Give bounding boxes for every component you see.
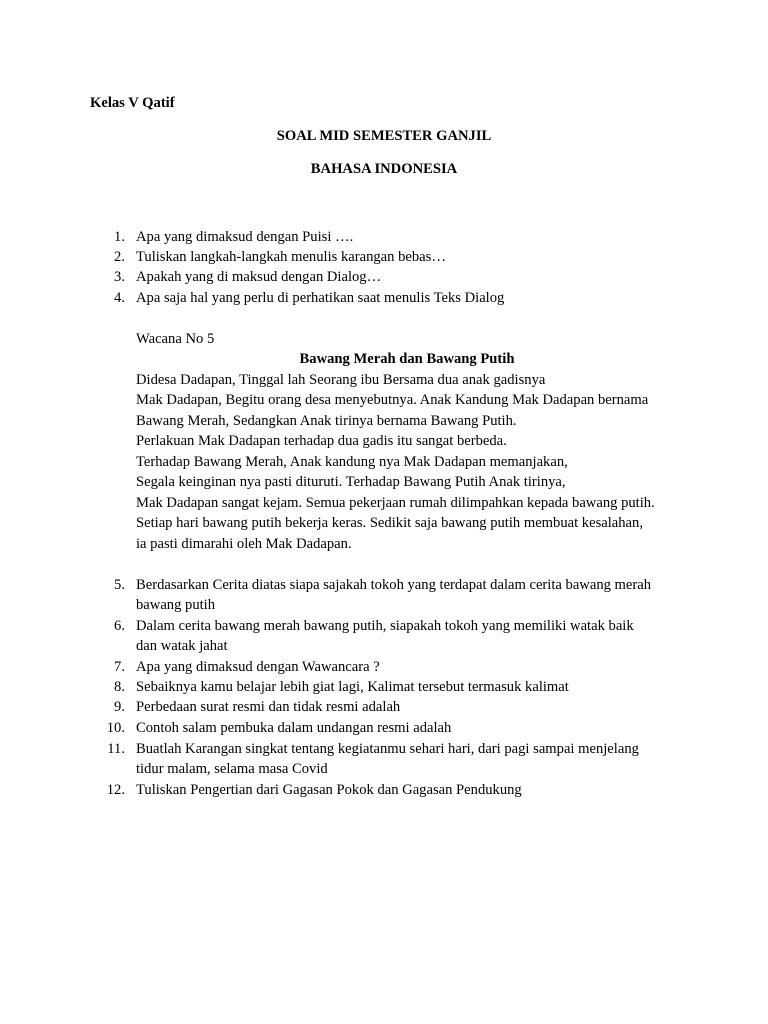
passage-line: Bawang Merah, Sedangkan Anak tirinya bernama Bawang Putih.	[136, 413, 517, 429]
question-number: 12.	[106, 782, 125, 798]
question-text-continued: bawang putih	[136, 597, 216, 613]
question-number: 10.	[106, 720, 125, 736]
question-text: Tuliskan Pengertian dari Gagasan Pokok dan Gagasan Pendukung	[136, 782, 522, 798]
passage-line: Segala keinginan nya pasti dituruti. Terhadap Bawang Putih Anak tirinya,	[136, 474, 566, 490]
question-number: 8.	[114, 679, 125, 695]
class-label: Kelas V Qatif	[90, 95, 175, 111]
question-text: Apa yang dimaksud dengan Wawancara ?	[136, 659, 380, 675]
question-text: Sebaiknya kamu belajar lebih giat lagi, Kalimat tersebut termasuk kalimat	[136, 679, 569, 695]
passage-title: Bawang Merah dan Bawang Putih	[299, 351, 515, 367]
question-text: Apa saja hal yang perlu di perhatikan saat menulis Teks Dialog	[136, 290, 505, 306]
passage-line: Mak Dadapan sangat kejam. Semua pekerjaan rumah dilimpahkan kepada bawang putih.	[136, 495, 655, 511]
passage-line: Terhadap Bawang Merah, Anak kandung nya Mak Dadapan memanjakan,	[136, 454, 568, 470]
question-text-continued: dan watak jahat	[136, 638, 228, 654]
question-number: 6.	[114, 618, 125, 634]
passage-line: ia pasti dimarahi oleh Mak Dadapan.	[136, 536, 352, 552]
question-number: 9.	[114, 699, 125, 715]
question-text-continued: tidur malam, selama masa Covid	[136, 761, 328, 777]
passage-label: Wacana No 5	[136, 331, 215, 347]
question-number: 1.	[114, 229, 125, 245]
passage-line: Perlakuan Mak Dadapan terhadap dua gadis itu sangat berbeda.	[136, 433, 507, 449]
question-text: Tuliskan langkah-langkah menulis karangan bebas…	[136, 249, 446, 265]
question-number: 2.	[114, 249, 125, 265]
question-text: Contoh salam pembuka dalam undangan resmi adalah	[136, 720, 452, 736]
passage-line: Setiap hari bawang putih bekerja keras. Sedikit saja bawang putih membuat kesalahan,	[136, 515, 643, 531]
question-text: Buatlah Karangan singkat tentang kegiatanmu sehari hari, dari pagi sampai menjelang	[136, 741, 639, 757]
subject-title: BAHASA INDONESIA	[310, 161, 458, 177]
question-number: 11.	[107, 741, 125, 757]
question-number: 4.	[114, 290, 125, 306]
passage-line: Mak Dadapan, Begitu orang desa menyebutnya. Anak Kandung Mak Dadapan bernama	[136, 392, 649, 408]
question-number: 5.	[114, 577, 125, 593]
question-text: Dalam cerita bawang merah bawang putih, siapakah tokoh yang memiliki watak baik	[136, 618, 634, 634]
passage-line: Didesa Dadapan, Tinggal lah Seorang ibu Bersama dua anak gadisnya	[136, 372, 546, 388]
question-text: Apa yang dimaksud dengan Puisi ….	[136, 229, 354, 245]
document-title: SOAL MID SEMESTER GANJIL	[276, 128, 492, 144]
question-text: Perbedaan surat resmi dan tidak resmi adalah	[136, 699, 401, 715]
question-text: Apakah yang di maksud dengan Dialog…	[136, 269, 382, 285]
question-number: 3.	[114, 269, 125, 285]
question-text: Berdasarkan Cerita diatas siapa sajakah tokoh yang terdapat dalam cerita bawang merah	[136, 577, 652, 593]
question-number: 7.	[114, 659, 125, 675]
